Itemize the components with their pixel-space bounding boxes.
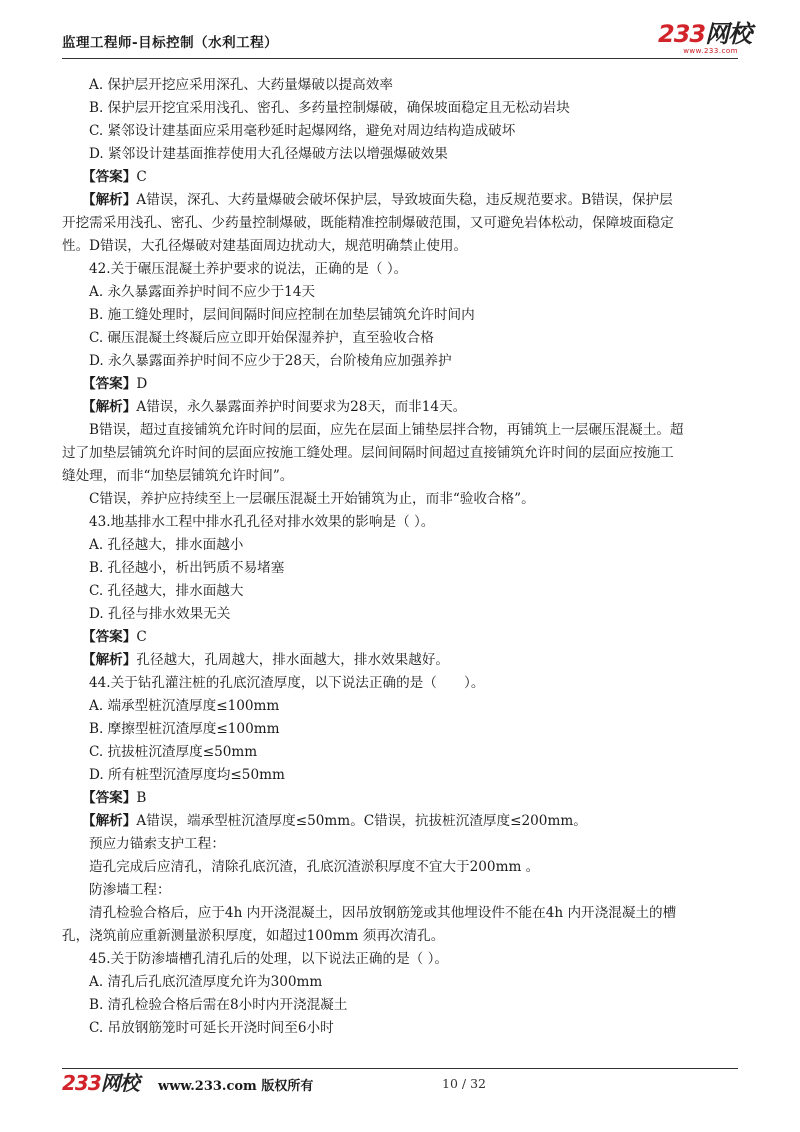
document-body — [62, 74, 739, 1040]
q45-option-a: A. 清孔后孔底沉渣厚度允许为300mm — [89, 974, 323, 990]
document-title: 监理工程师-目标控制（水利工程） — [62, 35, 279, 51]
q44-option-d: D. 所有桩型沉渣厚度均≤50mm — [89, 767, 285, 783]
answer-value: C — [136, 169, 147, 185]
q43-answer — [82, 626, 739, 649]
q41-answer — [82, 166, 739, 189]
q43-stem: 43.地基排水工程中排水孔孔径对排水效果的影响是（ ）。 — [89, 514, 435, 530]
q42-analysis-line-2: B错误，超过直接铺筑允许时间的层面，应先在层面上铺垫层拌合物，再铺筑上一层碾压混凝土。超 — [89, 422, 684, 438]
answer-value: D — [136, 376, 148, 392]
footer-logo-number: 233 — [62, 1071, 101, 1095]
q44-analysis-line-1: 【解析】A错误，端承型桩沉渣厚度≤50mm。C错误，抗拔桩沉渣厚度≤200mm。 — [82, 813, 587, 829]
q44-option-a: A. 端承型桩沉渣厚度≤100mm — [89, 698, 280, 714]
logo-number: 233 — [658, 20, 706, 48]
answer-label: 【答案】 — [82, 790, 137, 806]
logo-url: www.233.com — [683, 47, 738, 55]
q44-analysis-line-5: 清孔检验合格后，应于4h 内开浇混凝土，因吊放钢筋笼或其他埋设件不能在4h 内开浇混凝土的槽 — [89, 905, 677, 921]
q43-option-c: C. 孔径越大，排水面越大 — [89, 583, 244, 599]
q41-option-c: C. 紧邻设计建基面应采用毫秒延时起爆网络，避免对周边结构造成破坏 — [89, 123, 516, 139]
answer-value: C — [136, 629, 147, 645]
q44-analysis-line-3: 造孔完成后应清孔，清除孔底沉渣，孔底沉渣淤积厚度不宜大于200mm 。 — [89, 859, 540, 875]
q42-analysis-line-3: 过了加垫层铺筑允许时间的层面应按施工缝处理。层间间隔时间超过直接铺筑允许时间的层面应按施工 — [62, 445, 674, 461]
q42-analysis-line-4: 缝处理，而非“加垫层铺筑允许时间”。 — [62, 468, 294, 484]
q45-option-c: C. 吊放钢筋笼时可延长开浇时间至6小时 — [89, 1020, 334, 1036]
analysis-label: 【解析】 — [82, 192, 137, 208]
answer-label: 【答案】 — [82, 376, 137, 392]
q42-option-d: D. 永久暴露面养护时间不应少于28天，台阶棱角应加强养护 — [89, 353, 452, 369]
q44-analysis-line-6: 孔，浇筑前应重新测量淤积厚度，如超过100mm 须再次清孔。 — [62, 928, 445, 944]
q41-analysis-line-1: 【解析】A错误，深孔、大药量爆破会破坏保护层，导致坡面失稳，违反规范要求。B错误，保护层 — [82, 192, 673, 208]
footer-logo-text: 网校 — [100, 1071, 139, 1095]
q42-option-a: A. 永久暴露面养护时间不应少于14天 — [89, 284, 316, 300]
footer-logo[interactable] — [62, 1073, 150, 1095]
q42-stem: 42.关于碾压混凝土养护要求的说法，正确的是（ ）。 — [89, 261, 408, 277]
q41-analysis-line-2: 开挖需采用浅孔、密孔、少药量控制爆破，既能精准控制爆破范围，又可避免岩体松动，保障坡面稳定 — [62, 215, 674, 231]
q41-option-a: A. 保护层开挖应采用深孔、大药量爆破以提高效率 — [89, 77, 393, 93]
q42-analysis-line-5: C错误，养护应持续至上一层碾压混凝土开始铺筑为止，而非“验收合格”。 — [89, 491, 535, 507]
brand-logo[interactable] — [658, 20, 752, 56]
q44-stem: 44.关于钻孔灌注桩的孔底沉渣厚度，以下说法正确的是（ ）。 — [89, 675, 485, 691]
q43-option-b: B. 孔径越小，析出钙质不易堵塞 — [89, 560, 285, 576]
q45-option-b: B. 清孔检验合格后需在8小时内开浇混凝土 — [89, 997, 348, 1013]
logo-text: 网校 — [705, 20, 752, 48]
q43-option-a: A. 孔径越大，排水面越小 — [89, 537, 244, 553]
q42-option-b: B. 施工缝处理时，层间间隔时间应控制在加垫层铺筑允许时间内 — [89, 307, 475, 323]
analysis-label: 【解析】 — [82, 399, 137, 415]
analysis-label: 【解析】 — [82, 652, 137, 668]
q44-analysis-line-2: 预应力锚索支护工程： — [89, 836, 225, 852]
q43-option-d: D. 孔径与排水效果无关 — [89, 606, 231, 622]
answer-value: B — [136, 790, 147, 806]
q43-analysis-line-1: 【解析】孔径越大，孔周越大，排水面越大，排水效果越好。 — [82, 652, 450, 668]
q44-answer — [82, 787, 739, 810]
q44-analysis-line-4: 防渗墙工程： — [89, 882, 171, 898]
answer-label: 【答案】 — [82, 629, 137, 645]
q44-option-c: C. 抗拔桩沉渣厚度≤50mm — [89, 744, 258, 760]
q41-option-d: D. 紧邻设计建基面推荐使用大孔径爆破方法以增强爆破效果 — [89, 146, 448, 162]
q42-answer — [82, 373, 739, 396]
q42-analysis-line-1: 【解析】A错误，永久暴露面养护时间要求为28天，而非14天。 — [82, 399, 467, 415]
q41-analysis-line-3: 性。D错误，大孔径爆破对建基面周边扰动大，规范明确禁止使用。 — [62, 238, 468, 254]
page-footer — [62, 1068, 738, 1097]
page-number: 10 / 32 — [442, 1076, 486, 1091]
q45-stem: 45.关于防渗墙槽孔清孔后的处理，以下说法正确的是（ ）。 — [89, 951, 448, 967]
analysis-label: 【解析】 — [82, 813, 137, 829]
page-header — [62, 20, 752, 59]
footer-copyright: www.233.com 版权所有 — [158, 1079, 314, 1094]
q42-option-c: C. 碾压混凝土终凝后应立即开始保湿养护，直至验收合格 — [89, 330, 434, 346]
q44-option-b: B. 摩擦型桩沉渣厚度≤100mm — [89, 721, 280, 737]
q41-option-b: B. 保护层开挖宜采用浅孔、密孔、多药量控制爆破，确保坡面稳定且无松动岩块 — [89, 100, 570, 116]
answer-label: 【答案】 — [82, 169, 137, 185]
